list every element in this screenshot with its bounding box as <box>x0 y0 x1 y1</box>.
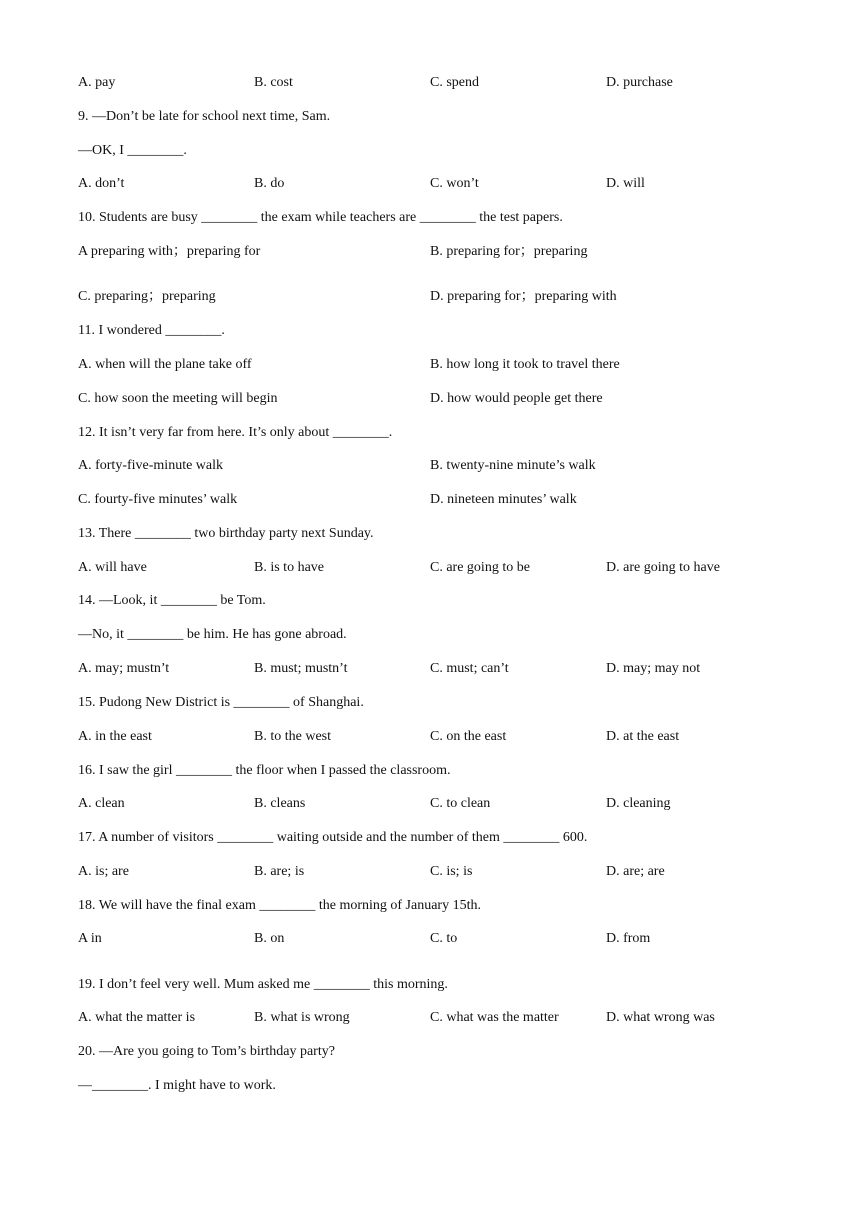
answer-option: A. pay <box>78 75 116 90</box>
answer-options-row <box>78 457 778 475</box>
answer-option: A. in the east <box>78 729 152 744</box>
answer-option: D. purchase <box>606 75 673 90</box>
question-line: 19. I don’t feel very well. Mum asked me ________ this morning. <box>78 977 448 992</box>
answer-option: A. when will the plane take off <box>78 357 252 372</box>
answer-option: C. spend <box>430 75 479 90</box>
answer-option: B. must; mustn’t <box>254 661 348 676</box>
answer-option: B. on <box>254 931 285 946</box>
answer-option: D. are going to have <box>606 560 720 575</box>
answer-option: B. cleans <box>254 796 306 811</box>
answer-option: B. to the west <box>254 729 331 744</box>
question-line: 16. I saw the girl ________ the floor when I passed the classroom. <box>78 763 451 778</box>
answer-options-row <box>78 356 778 374</box>
answer-option: D. from <box>606 931 651 946</box>
answer-option: A. forty-five-minute walk <box>78 458 224 473</box>
answer-option: B. do <box>254 176 285 191</box>
question-line: 14. —Look, it ________ be Tom. <box>78 593 266 608</box>
answer-option: C. is; is <box>430 864 473 879</box>
answer-option: D. what wrong was <box>606 1010 715 1025</box>
answer-option: A preparing with；preparing for <box>78 244 261 259</box>
answer-option: C. to clean <box>430 796 491 811</box>
answer-options-row <box>78 660 778 678</box>
answer-options-row <box>78 1009 778 1027</box>
answer-option: B. cost <box>254 75 293 90</box>
answer-option: D. preparing for；preparing with <box>430 289 617 304</box>
answer-option: C. must; can’t <box>430 661 509 676</box>
question-line: 15. Pudong New District is ________ of Shanghai. <box>78 695 364 710</box>
answer-option: A. may; mustn’t <box>78 661 170 676</box>
answer-option: B. what is wrong <box>254 1010 350 1025</box>
question-line: —OK, I ________. <box>78 143 187 158</box>
answer-option: C. won’t <box>430 176 479 191</box>
answer-option: A. clean <box>78 796 125 811</box>
answer-option: D. how would people get there <box>430 391 603 406</box>
question-line: 18. We will have the final exam ________ the morning of January 15th. <box>78 898 481 913</box>
question-line: 12. It isn’t very far from here. It’s only about ________. <box>78 425 393 440</box>
answer-option: C. on the east <box>430 729 507 744</box>
answer-option: C. how soon the meeting will begin <box>78 391 278 406</box>
question-line: —No, it ________ be him. He has gone abroad. <box>78 627 347 642</box>
answer-option: C. to <box>430 931 458 946</box>
answer-option: C. fourty-five minutes’ walk <box>78 492 238 507</box>
answer-option: D. at the east <box>606 729 680 744</box>
answer-option: D. are; are <box>606 864 665 879</box>
answer-option: B. preparing for；preparing <box>430 244 588 259</box>
question-line: 20. —Are you going to Tom’s birthday party? <box>78 1044 335 1059</box>
answer-option: A. what the matter is <box>78 1010 196 1025</box>
answer-option: A. don’t <box>78 176 125 191</box>
answer-options-row <box>78 863 778 881</box>
answer-options-row <box>78 728 778 746</box>
answer-option: C. are going to be <box>430 560 530 575</box>
answer-options-row <box>78 930 778 948</box>
answer-options-row <box>78 243 778 261</box>
question-line: 17. A number of visitors ________ waiting outside and the number of them ________ 600. <box>78 830 588 845</box>
answer-option: D. will <box>606 176 645 191</box>
question-line: —________. I might have to work. <box>78 1078 276 1093</box>
answer-option: D. nineteen minutes’ walk <box>430 492 577 507</box>
answer-option: A. will have <box>78 560 147 575</box>
answer-option: D. may; may not <box>606 661 701 676</box>
answer-options-row <box>78 559 778 577</box>
answer-options-row <box>78 795 778 813</box>
answer-options-row <box>78 288 778 306</box>
answer-options-row <box>78 491 778 509</box>
question-line: 11. I wondered ________. <box>78 323 225 338</box>
answer-options-row <box>78 74 778 92</box>
question-line: 10. Students are busy ________ the exam while teachers are ________ the test papers. <box>78 210 563 225</box>
answer-option: B. twenty-nine minute’s walk <box>430 458 596 473</box>
answer-option: A in <box>78 931 102 946</box>
answer-option: A. is; are <box>78 864 129 879</box>
answer-options-row <box>78 390 778 408</box>
answer-option: C. what was the matter <box>430 1010 559 1025</box>
answer-option: B. how long it took to travel there <box>430 357 620 372</box>
answer-option: D. cleaning <box>606 796 671 811</box>
question-line: 9. —Don’t be late for school next time, Sam. <box>78 109 331 124</box>
question-line: 13. There ________ two birthday party next Sunday. <box>78 526 374 541</box>
answer-option: C. preparing；preparing <box>78 289 216 304</box>
answer-option: B. is to have <box>254 560 324 575</box>
answer-option: B. are; is <box>254 864 305 879</box>
answer-options-row <box>78 175 778 193</box>
